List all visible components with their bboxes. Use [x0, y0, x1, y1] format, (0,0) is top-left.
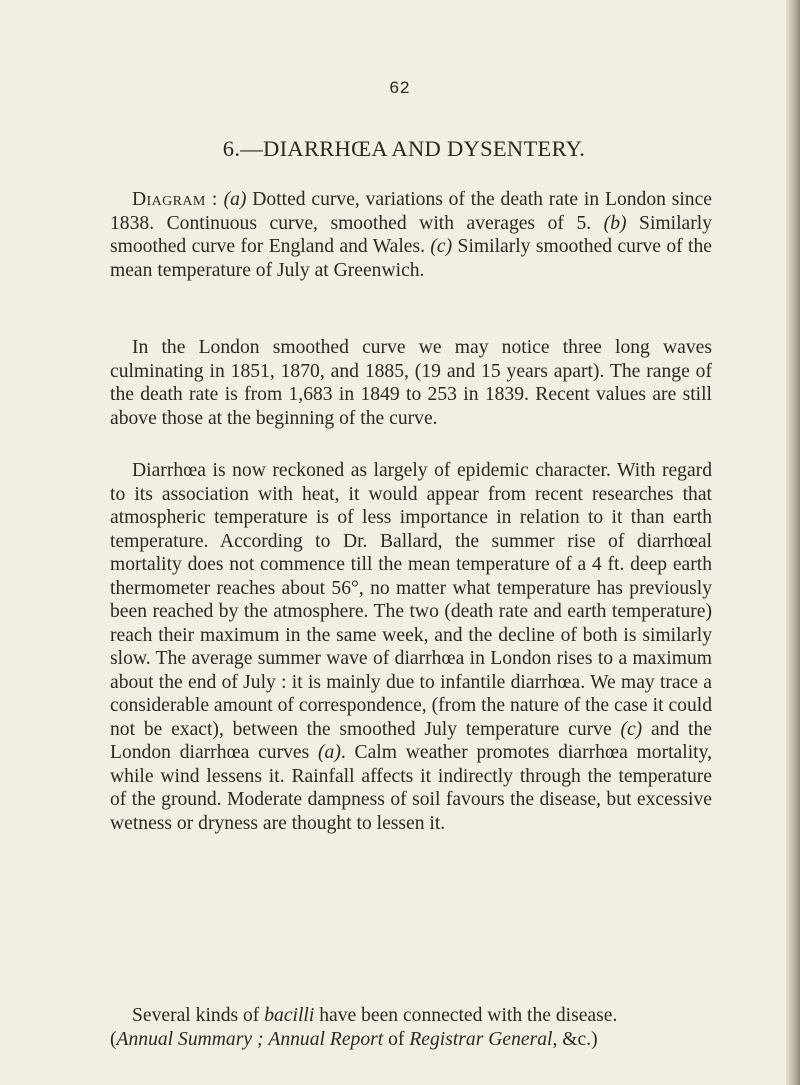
diagram-c-marker: (c) — [430, 236, 453, 257]
reference-close: , &c.) — [552, 1028, 598, 1050]
paragraph-london-curve: In the London smoothed curve we may notice three long waves culminating in 1851, 1870, and 1885, (19 and 15 years apart). The range of the death rate is from 1,683 in 1849 to 253 in 1839. Recent values are still above those at the beginning of the curve. — [110, 337, 712, 429]
diarrhoea-a-ref: (a) — [318, 742, 341, 763]
diagram-b-text: Similarly smoothed curve for England and Wales. — [110, 212, 712, 257]
diagram-a-text: Dotted curve, variations of the death rate in London since 1838. Continuous curve, smoothed with averages of 5. — [110, 189, 712, 234]
reference-annual-report: Annual Report — [268, 1028, 384, 1050]
diagram-c-text: Similarly smoothed curve of the mean temperature of July at Greenwich. — [110, 236, 712, 281]
diarrhoea-text-part3: . Calm weather promotes diarrhœa mortality, while wind lessens it. Rainfall affects it indirectly through the temperature of the ground. Moderate dampness of soil favours the disease, but excessive wetness or dryness are thought to lessen it. — [110, 742, 713, 834]
page-number: 62 — [389, 78, 411, 97]
diarrhoea-c-ref: (c) — [620, 718, 643, 740]
reference-open: ( — [110, 1028, 117, 1050]
bacilli-text-part1: Several kinds of — [132, 1005, 265, 1026]
diarrhoea-text-part1: Diarrhœa is now reckoned as largely of epidemic character. With regard to its association with heat, it would appear from recent researches that atmospheric temperature is of less importance in relation to it than earth temperature. According to Dr. Ballard, the summer rise of diarrhœal mortality does not commence till the mean temperature of a 4 ft. deep earth thermometer reaches about 56°, no matter what temperature has previously been reached by the atmosphere. The two (death rate and earth temperature) reach their maximum in the same week, and the decline of both is similarly slow. The average summer wave of diarrhœa in London rises to a maximum about the end of July : it is mainly due to infantile diarrhœa. We may trace a considerable amount of correspondence, (from the nature of the case it could not be exact), between the smoothed July temperature curve — [110, 460, 712, 740]
diagram-b-marker: (b) — [603, 212, 627, 234]
bacilli-term: bacilli — [264, 1005, 315, 1026]
page-edge-shadow — [786, 0, 800, 1085]
reference-annual-summary: Annual Summary ; — [116, 1028, 264, 1050]
diagram-a-marker: (a) — [223, 189, 247, 210]
section-title: 6.—DIARRHŒA AND DYSENTERY. — [222, 136, 586, 161]
diagram-caption — [110, 188, 712, 282]
diagram-label: Diagram : — [132, 189, 218, 210]
paragraph-bacilli — [110, 1004, 712, 1051]
diarrhoea-text-part2: and the London diarrhœa curves — [110, 718, 712, 763]
reference-of: of — [383, 1028, 410, 1050]
reference-registrar-general: Registrar General — [409, 1028, 553, 1050]
paragraph-diarrhoea — [110, 459, 712, 835]
bacilli-text-part2: have been connected with the disease. — [314, 1005, 618, 1026]
